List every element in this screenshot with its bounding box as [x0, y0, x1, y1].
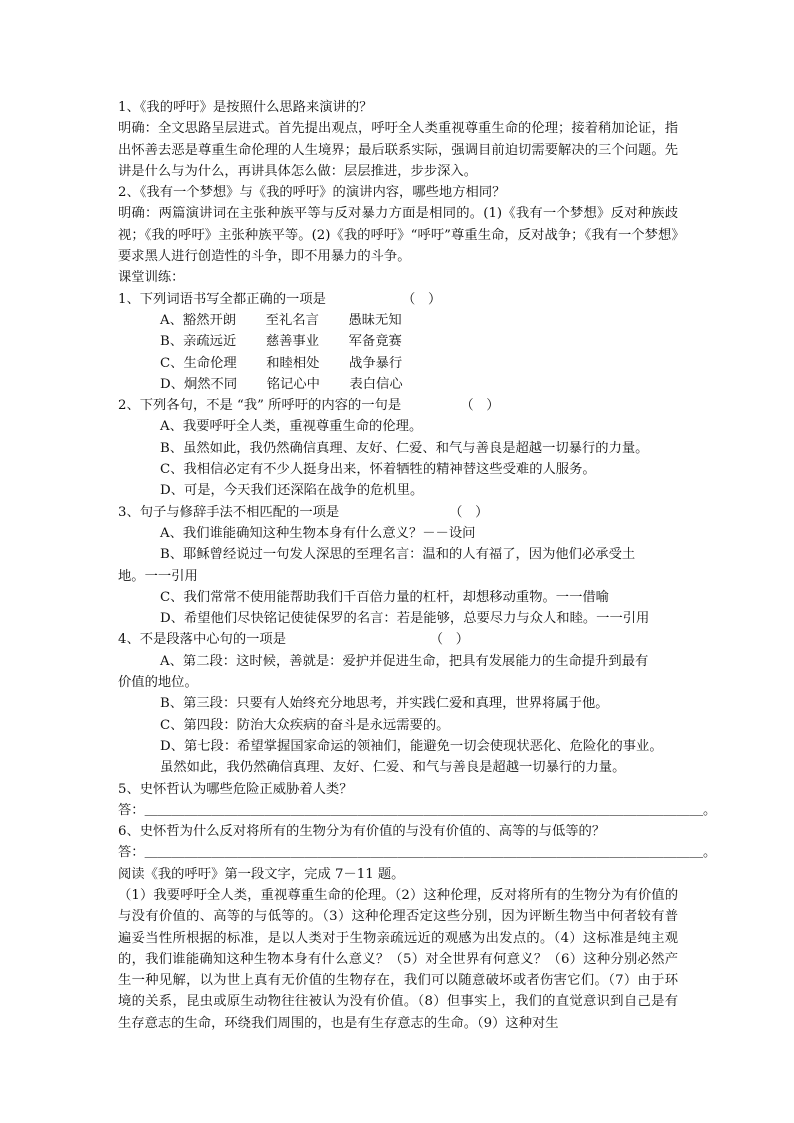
- text-line-t3d: D、希望他们尽快铭记使徒保罗的名言：若是能够，总要尽力与众人和睦。一一引用: [160, 611, 650, 627]
- document-page: [118, 97, 717, 1034]
- text-line-t4d: D、第七段：希望掌握国家命运的领袖们，能避免一切会使现状恶化、危险化的事业。: [160, 738, 663, 754]
- text-line-t1c: C、生命伦理 和睦相处 战争暴行: [160, 355, 403, 371]
- text-line-q1: 1、《我的呼吁》是按照什么思路来演讲的？: [118, 100, 373, 115]
- text-line-t4c: C、第四段：防治大众疾病的奋斗是永远需要的。: [160, 717, 450, 733]
- text-line-t4b: B、第三段：只要有人始终充分地思考，并实践仁爱和真理，世界将属于他。: [160, 696, 609, 712]
- text-line-t5ans: 答：＿＿＿＿＿＿＿＿＿＿＿＿＿＿＿＿＿＿＿＿＿＿＿＿＿＿＿＿＿＿＿＿＿＿＿＿＿＿＿＿＿＿。: [118, 802, 717, 818]
- text-line-t2: 2、下列各句，不是 “我” 所呼吁的内容的一句是 （ ）: [118, 398, 500, 414]
- text-line-t2c: C、我相信必定有不少人挺身出来，怀着牺牲的精神替这些受难的人服务。: [160, 462, 596, 478]
- text-line-t1b: B、亲疏远近 慈善事业 军备竟赛: [160, 334, 402, 350]
- text-line-t2a: A、我要呼吁全人类，重视尊重生命的伦理。: [160, 419, 423, 435]
- text-line-t6ans: 答：＿＿＿＿＿＿＿＿＿＿＿＿＿＿＿＿＿＿＿＿＿＿＿＿＿＿＿＿＿＿＿＿＿＿＿＿＿＿＿＿＿＿。: [118, 845, 717, 861]
- text-line-train: 课堂训练：: [118, 270, 185, 286]
- text-line-a1: 明确：全文思路呈层进式。首先提出观点，呼吁全人类重视尊重生命的伦理；接着稍加论证，指出怀善去恶是尊重生命伦理的人生境界；最后联系实际，强调目前迫切需要解决的三个问题。先讲是什么与为什么，再讲具体怎么做：层层推进，步步深入。: [118, 121, 678, 179]
- text-line-t1d: D、炯然不同 铭记心中 表白信心: [160, 376, 403, 392]
- text-line-t1: 1、下列词语书写全都正确的一项是 （ ）: [118, 291, 442, 307]
- text-line-t2d: D、可是，今天我们还深陷在战争的危机里。: [160, 483, 424, 499]
- text-line-t3b: B、耶稣曾经说过一句发人深思的至理名言：温和的人有福了，因为他们必承受土: [160, 547, 636, 563]
- text-line-t1a: A、豁然开朗 至礼名言 愚昧无知: [160, 312, 402, 328]
- text-line-a2: 明确：两篇演讲词在主张种族平等与反对暴力方面是相同的。(1)《我有一个梦想》反对种族歧视；《我的呼吁》主张种族平等。(2)《我的呼吁》“呼吁”尊重生命，反对战争；《我有一个梦想》要求黑人进行创造性的斗争，即不用暴力的斗争。: [118, 206, 678, 265]
- text-line-t3b2: 地。一一引用: [118, 568, 198, 584]
- text-line-t3c: C、我们常常不使用能帮助我们千百倍力量的杠杆，却想移动重物。一一借喻: [160, 589, 609, 605]
- text-line-t3a: A、我们谁能确知这种生物本身有什么意义？－－设问: [160, 525, 476, 541]
- text-line-t2b: B、虽然如此，我仍然确信真理、友好、仁爱、和气与善良是超越一切暴行的力量。: [160, 440, 649, 456]
- text-line-t4e: 虽然如此，我仍然确信真理、友好、仁爱、和气与善良是超越一切暴行的力量。: [160, 760, 626, 776]
- text-line-t4a: A、第二段：这时候，善就是：爱护并促进生命，把具有发展能力的生命提升到最有: [160, 653, 649, 669]
- text-line-t5: 5、史怀哲认为哪些危险正威胁着人类？: [118, 781, 353, 797]
- text-line-t4a2: 价值的地位。: [118, 675, 198, 691]
- text-line-t6: 6、史怀哲为什么反对将所有的生物分为有价值的与没有价值的、高等的与低等的？: [118, 824, 606, 840]
- text-line-q2: 2、《我有一个梦想》与《我的呼吁》的演讲内容，哪些地方相同？: [118, 185, 506, 201]
- text-line-passage: （1）我要呼吁全人类，重视尊重生命的伦理。（2）这种伦理，反对将所有的生物分为有价值的与没有价值的、高等的与低等的。（3）这种伦理否定这些分别，因为评断生物当中何者较有普遍妥当性所根据的标准，是以人类对于生物亲疏远近的观感为出发点的。（4）这标准是纯主观的，我们谁能确知这种生物本身有什么意义？（5）对全世界有何意义？（6）这种分别必然产生一种见解，以为世上真有无价值的生物存在，我们可以随意破坏或者伤害它们。（7）由于环境的关系，昆虫或原生动物往往被认为没有价值。（8）但事实上，我们的直觉意识到自己是有生存意志的生命，环绕我们周围的，也是有生存意志的生命。（9）这种对生: [118, 887, 678, 1031]
- text-line-t4: 4、不是段落中心句的一项是 （ ）: [118, 632, 470, 648]
- text-line-t3: 3、句子与修辞手法不相匹配的一项是 （ ）: [118, 504, 489, 520]
- text-line-read: 阅读《我的呼吁》第一段文字，完成 7－11 题。: [118, 866, 405, 882]
